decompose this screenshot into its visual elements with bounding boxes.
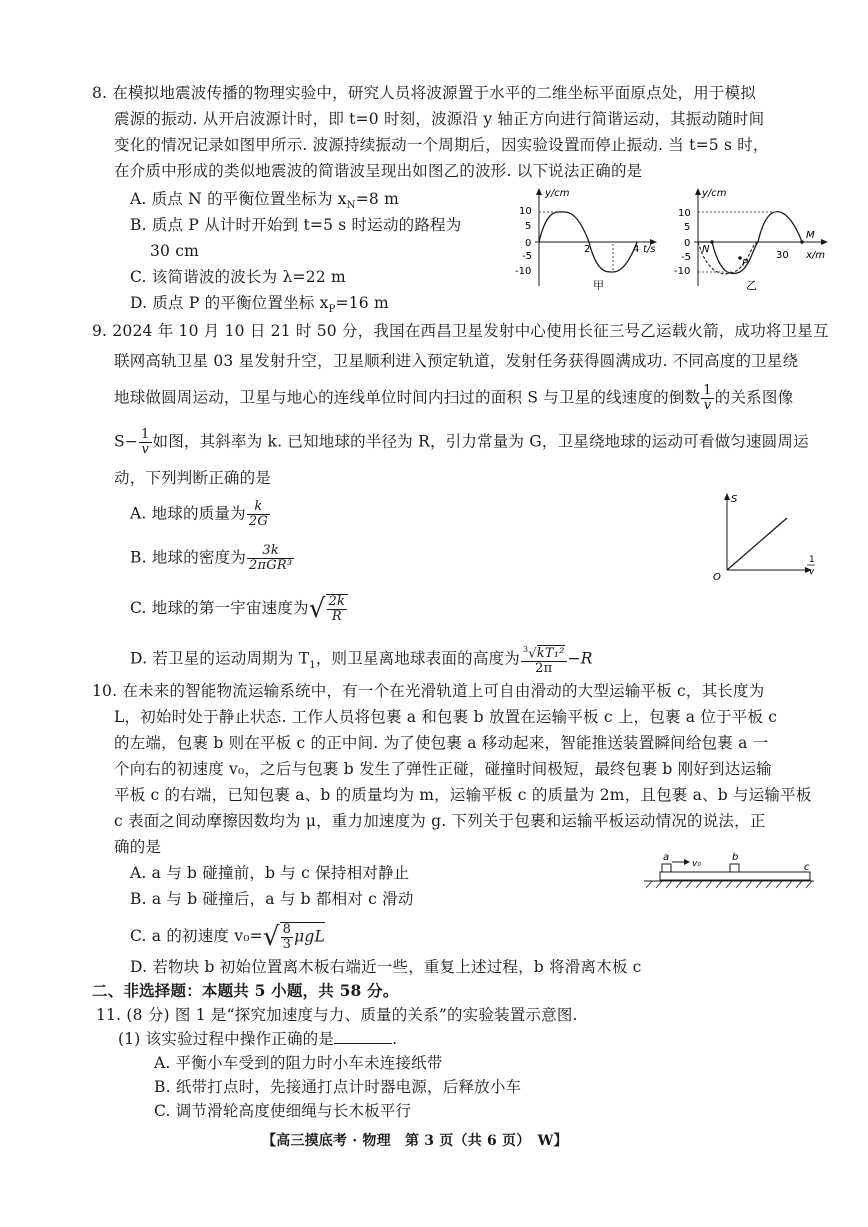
q10-option-d: D. 若物块 b 初始位置离木板右端近一些，重复上述过程，b 将滑离木板 c <box>130 958 642 976</box>
yi-point-p: P <box>742 258 749 269</box>
q10-line-4: 个向右的初速度 v₀，之后与包裹 b 发生了弹性正碰，碰撞时间极短，最终包裹 b 刚好到达运输 <box>114 760 772 778</box>
q8-line-3: 变化的情况记录如图甲所示. 波源持续振动一个周期后，因实验设置而停止振动. 当 t=5 s 时， <box>114 136 769 154</box>
q11-option-b: B. 纸带打点时，先接通打点计时器电源，后释放小车 <box>154 1078 522 1096</box>
yi-tick-10: 10 <box>678 208 691 219</box>
board-label-c: c <box>804 862 810 873</box>
yi-caption: 乙 <box>746 279 757 292</box>
q11-option-a: A. 平衡小车受到的阻力时小车未连接纸带 <box>154 1054 443 1072</box>
q10-line-7: 确的是 <box>114 838 162 856</box>
yi-tick-5: 5 <box>684 222 691 233</box>
figure-board <box>644 848 819 890</box>
q9-line-5: 动，下列判断正确的是 <box>114 469 272 487</box>
q9-option-a: A. 地球的质量为 $\frac{k}{2G}$ <box>130 499 268 529</box>
q8-option-b-line1: B. 质点 P 从计时开始到 t=5 s 时运动的路程为 <box>130 216 462 234</box>
jia-tick-m10: -10 <box>515 266 532 277</box>
q10-option-c: C. a 的初速度 v₀=√ $\frac{8}{3}$ μgL <box>130 922 325 952</box>
s-xlabel-num: 1 <box>809 555 815 565</box>
jia-ylabel: y/cm <box>545 188 570 199</box>
q8-option-d: D. 质点 P 的平衡位置坐标 $x_P=16$ m <box>130 294 389 316</box>
q8-line-1: 8. 在模拟地震波传播的物理实验中，研究人员将波源置于水平的二维坐标平面原点处，用于模拟 <box>92 84 757 102</box>
jia-caption: 甲 <box>593 279 604 292</box>
figure-yi <box>668 186 838 294</box>
board-label-b: b <box>732 852 739 863</box>
q9-line-2: 联网高轨卫星 03 星发射升空，卫星顺利进入预定轨道，发射任务获得圆满成功. 不同高度的卫星绕 <box>114 352 799 370</box>
yi-ylabel: y/cm <box>702 188 727 199</box>
jia-tick-10: 10 <box>519 206 532 217</box>
s-xlabel-den: v <box>809 567 815 577</box>
q11-option-c: C. 调节滑轮高度使细绳与长木板平行 <box>154 1102 412 1120</box>
q11-line-2: (1) 该实验过程中操作正确的是 . <box>118 1030 398 1048</box>
page-footer: 【高三摸底考 · 物理 第 3 页（共 6 页） W】 <box>262 1133 568 1149</box>
yi-tick-30: 30 <box>776 250 789 261</box>
q9-line-1: 9. 2024 年 10 月 10 日 21 时 50 分，我国在西昌卫星发射中心使用长征三号乙运载火箭，成功将卫星互 <box>92 322 829 340</box>
s-origin: O <box>713 572 721 583</box>
q10-line-5: 平板 c 的右端，已知包裹 a、b 的质量均为 m，运输平板 c 的质量为 2m，且包裹 a、b 与运输平板 <box>114 786 812 804</box>
q10-line-2: L，初始时处于静止状态. 工作人员将包裹 a 和包裹 b 放置在运输平板 c 上，包裹 a 位于平板 c <box>114 708 778 726</box>
figure-s-inverse-v <box>705 490 820 585</box>
jia-tick-2: 2 <box>584 244 591 255</box>
jia-tick-4: 4 <box>633 244 640 255</box>
q10-option-a: A. a 与 b 碰撞前，b 与 c 保持相对静止 <box>130 864 410 882</box>
s-ylabel: S <box>731 494 738 505</box>
q8-option-b-line2: 30 cm <box>150 242 200 260</box>
yi-xlabel: x/m <box>806 250 826 261</box>
q9-line-3: 地球做圆周运动，卫星与地心的连线单位时间内扫过的面积 S 与卫星的线速度的倒数 $\frac{1}{v}$ 的关系图像 <box>114 383 794 413</box>
section-2-heading: 二、非选择题：本题共 5 小题，共 58 分。 <box>92 981 399 1000</box>
board-label-v0: v₀ <box>692 859 701 869</box>
jia-xlabel: t/s <box>643 244 656 255</box>
q10-line-1: 10. 在未来的智能物流运输系统中，有一个在光滑轨道上可自由滑动的大型运输平板 c，其长度为 <box>92 682 765 700</box>
q9-option-b: B. 地球的密度为 $\frac{3k}{\text{2πGR³}}$ <box>130 543 293 573</box>
yi-tick-m10: -10 <box>674 266 691 277</box>
jia-tick-0: 0 <box>525 238 532 249</box>
q8-option-a: A. 质点 N 的平衡位置坐标为 $x_N=8$ m <box>130 190 399 212</box>
q10-option-b: B. a 与 b 碰撞后，a 与 b 都相对 c 滑动 <box>130 890 414 908</box>
q8-line-2: 震源的振动. 从开启波源计时，即 t=0 时刻，波源沿 y 轴正方向进行简谐运动，其振动随时间 <box>114 110 765 128</box>
q8-line-4: 在介质中形成的类似地震波的简谐波呈现出如图乙的波形. 以下说法正确的是 <box>114 162 643 180</box>
yi-tick-m5: -5 <box>681 252 691 263</box>
jia-tick-m5: -5 <box>522 251 532 262</box>
figure-jia <box>505 186 665 294</box>
q9-option-d: D. 若卫星的运动周期为 $T_1$，则卫星离地球表面的高度为 $\frac{^3√kT_1^2}{2\pi}$ −R <box>130 645 593 677</box>
answer-blank[interactable] <box>334 1029 392 1044</box>
q9-line-4: S− $\frac{1}{v}$ 如图，其斜率为 k. 已知地球的半径为 R，引力常量为 G，卫星绕地球的运动可看做匀速圆周运 <box>114 427 809 457</box>
jia-tick-5: 5 <box>525 221 532 232</box>
q9-option-c: C. 地球的第一宇宙速度为√ $\frac{2k}{R}$ <box>130 594 348 624</box>
q8-option-c: C. 该简谐波的波长为 λ=22 m <box>130 268 346 286</box>
yi-point-m: M <box>806 230 815 241</box>
board-label-a: a <box>663 852 670 863</box>
q10-line-3: 的左端，包裹 b 则在平板 c 的正中间. 为了使包裹 a 移动起来，智能推送装置瞬间给包裹 a 一 <box>114 734 769 752</box>
yi-tick-0: 0 <box>684 238 691 249</box>
yi-point-n: N <box>702 244 710 255</box>
q11-line-1: 11. (8 分) 图 1 是“探究加速度与力、质量的关系”的实验装置示意图. <box>96 1006 578 1024</box>
q10-line-6: c 表面之间动摩擦因数均为 μ，重力加速度为 g. 下列关于包裹和运输平板运动情况的说法，正 <box>114 812 766 830</box>
